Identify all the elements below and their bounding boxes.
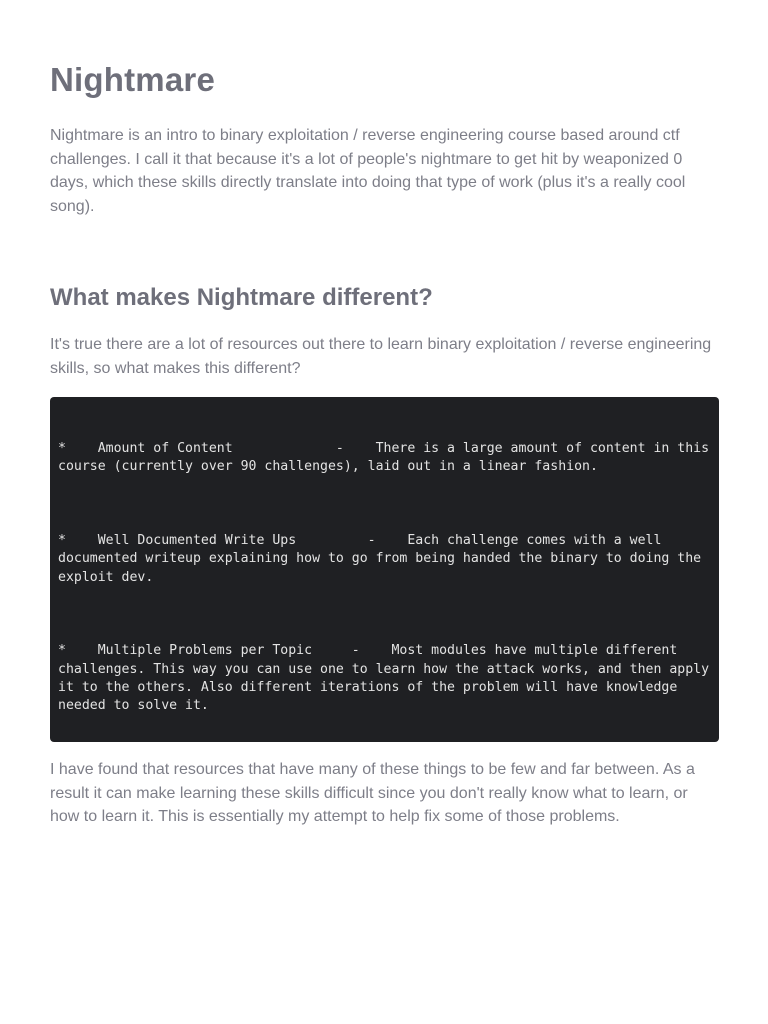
feature-item-write-ups: * Well Documented Write Ups - Each challenge comes with a well documented writeup explaining how to go from being handed the binary to doing the exploit dev. bbox=[58, 532, 710, 585]
section-intro-paragraph: It's true there are a lot of resources out there to learn binary exploitation / reverse engineering skills, so what makes this different? bbox=[50, 336, 712, 377]
feature-item-amount-of-content: * Amount of Content - There is a large amount of content in this course (currently over 90 challenges), laid out in a linear fashion. bbox=[58, 440, 717, 475]
features-code-block[interactable] bbox=[50, 397, 719, 742]
feature-item-multiple-problems: * Multiple Problems per Topic - Most modules have multiple different challenges. This way you can use one to learn how the attack works, and then apply it to the others. Also different iterations of the problem will have knowledge needed to solve it. bbox=[58, 643, 717, 714]
intro-paragraph: Nightmare is an intro to binary exploitation / reverse engineering course based around ctf challenges. I call it that because it's a lot of people's nightmare to get hit by weaponized 0 days, which these skills directly translate into doing that type of work (plus it's a really cool song). bbox=[50, 127, 686, 215]
page-title: Nightmare bbox=[50, 61, 215, 98]
closing-paragraph: I have found that resources that have many of these things to be few and far between. As a result it can make learning these skills difficult since you don't really know what to learn, or how to learn it. This is essentially my attempt to help fix some of those problems. bbox=[50, 761, 695, 825]
section-heading: What makes Nightmare different? bbox=[50, 284, 433, 311]
